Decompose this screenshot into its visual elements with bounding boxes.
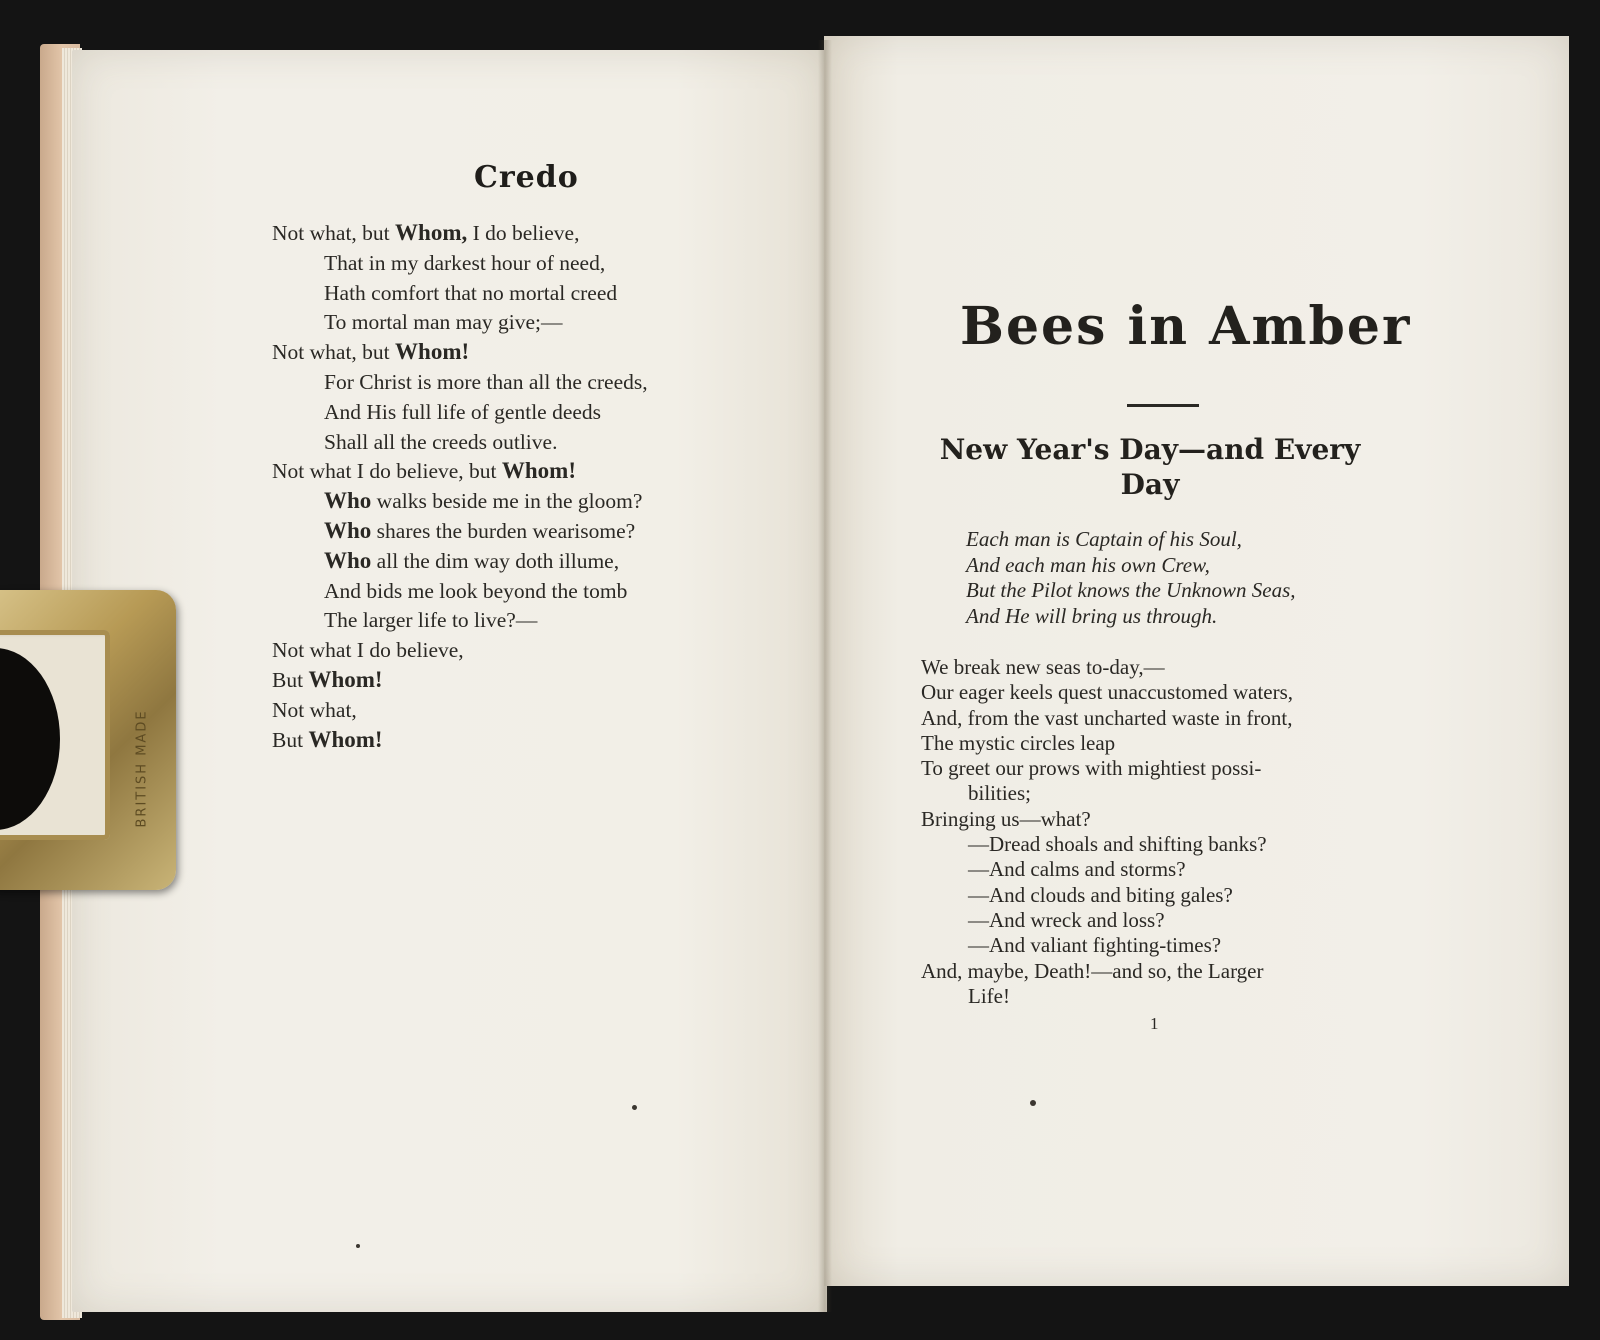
credo-line	[272, 248, 752, 278]
poem-line: —Dread shoals and shifting banks?	[968, 832, 1267, 857]
credo-line-emphasis: Whom!	[308, 726, 383, 752]
credo-line-emphasis: Whom!	[308, 666, 383, 692]
credo-line	[272, 278, 752, 308]
poem-line: —And calms and storms?	[968, 857, 1186, 882]
credo-line-text: For Christ is more than all the creeds,	[324, 369, 648, 394]
credo-line-text: Not what I do believe, but	[272, 459, 502, 484]
credo-line-emphasis: Who	[324, 547, 372, 573]
credo-line-text: walks beside me in the gloom?	[371, 489, 643, 514]
credo-line-text: But	[272, 667, 309, 692]
brass-bookmark-clip: BRITISH MADE	[0, 590, 178, 892]
credo-line-text: To mortal man may give;—	[324, 310, 563, 335]
credo-line-text: shares the burden wearisome?	[371, 518, 636, 543]
credo-line-text: Not what,	[272, 697, 357, 722]
credo-line-text: all the dim way doth illume,	[371, 548, 620, 573]
poem-line: We break new seas to-day,—	[921, 655, 1165, 679]
credo-line-emphasis: Who	[324, 517, 372, 543]
credo-line	[272, 605, 752, 635]
credo-line	[272, 456, 752, 486]
credo-line-text: But	[272, 727, 309, 752]
credo-line-text: Not what, but	[272, 340, 396, 365]
credo-line	[272, 576, 752, 606]
poem-line: Life!	[968, 983, 1010, 1008]
credo-line-text: Hath comfort that no mortal creed	[324, 280, 618, 305]
credo-line-emphasis: Whom!	[501, 458, 577, 484]
credo-line	[272, 516, 752, 546]
poem-line: The mystic circles leap	[921, 730, 1116, 755]
credo-line	[272, 218, 752, 248]
page-number: 1	[1150, 1014, 1159, 1033]
credo-line-text: And bids me look beyond the tomb	[324, 578, 628, 603]
poem-line: bilities;	[968, 781, 1031, 806]
credo-line-text: Not what I do believe,	[272, 638, 464, 663]
poem-line: —And wreck and loss?	[968, 907, 1165, 932]
epigraph-line: And He will bring us through.	[966, 603, 1218, 628]
credo-line	[272, 725, 752, 755]
credo-line-emphasis: Who	[324, 488, 372, 514]
credo-line	[272, 397, 752, 427]
poem-line: To greet our prows with mightiest possi-	[921, 756, 1262, 781]
credo-line-emphasis: Whom!	[395, 339, 470, 365]
credo-line-emphasis: Whom,	[395, 220, 468, 245]
poem-line: Our eager keels quest unaccustomed waters,	[921, 680, 1294, 705]
poem-line: Bringing us—what?	[921, 806, 1091, 831]
credo-line-text: The larger life to live?—	[324, 608, 538, 633]
epigraph-line: And each man his own Crew,	[966, 552, 1210, 577]
poem-line: —And clouds and biting gales?	[968, 882, 1233, 907]
paper-speck	[356, 1244, 360, 1248]
credo-line-text: Shall all the creeds outlive.	[324, 429, 558, 454]
paper-speck	[1030, 1100, 1036, 1106]
epigraph-line: Each man is Captain of his Soul,	[966, 527, 1242, 551]
credo-line	[272, 337, 752, 367]
poem-line: —And valiant fighting-times?	[968, 933, 1222, 958]
poem-line: And, maybe, Death!—and so, the Larger	[921, 958, 1264, 983]
credo-line-text: That in my darkest hour of need,	[324, 250, 606, 275]
credo-line-text: And His full life of gentle deeds	[324, 399, 602, 424]
credo-line	[272, 695, 752, 725]
epigraph-line: But the Pilot knows the Unknown Seas,	[966, 578, 1296, 602]
book-title: Bees in Amber	[960, 296, 1412, 357]
credo-line	[272, 546, 752, 576]
title-rule	[1127, 404, 1199, 407]
credo-line	[272, 367, 752, 397]
credo-line	[272, 427, 752, 457]
credo-title: Credo	[474, 160, 579, 195]
credo-line	[272, 635, 752, 665]
paper-speck	[632, 1105, 637, 1110]
credo-poem	[272, 218, 752, 754]
credo-line-text: I do believe,	[467, 221, 580, 245]
poem-line: And, from the vast uncharted waste in front,	[921, 705, 1293, 730]
credo-line	[272, 665, 752, 695]
new-year-poem	[921, 655, 1401, 1009]
epigraph	[966, 527, 1296, 629]
credo-line	[272, 486, 752, 516]
poem-title: New Year's Day—and Every Day	[939, 433, 1361, 501]
credo-line-text: Not what, but	[272, 221, 396, 245]
book-gutter	[818, 40, 832, 1312]
credo-line	[272, 307, 752, 337]
